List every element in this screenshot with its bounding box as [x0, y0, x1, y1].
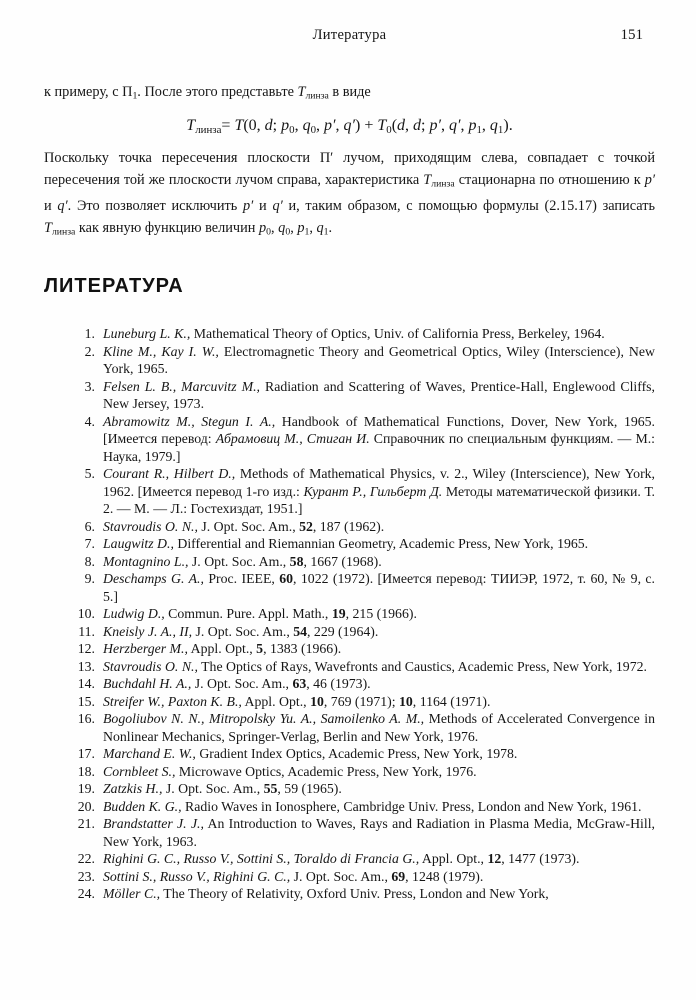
reference-text: Möller C., The Theory of Relativity, Oxford Univ. Press, London and New York,	[103, 886, 549, 902]
reference-item	[44, 763, 655, 781]
reference-number: 10.	[77, 606, 95, 622]
reference-number: 1.	[84, 326, 95, 342]
reference-text: Laugwitz D., Differential and Riemannian Geometry, Academic Press, New York, 1965.	[103, 536, 589, 552]
reference-number: 9.	[84, 571, 95, 587]
reference-text: Cornbleet S., Microwave Optics, Academic Press, New York, 1976.	[103, 763, 477, 779]
reference-item	[44, 535, 655, 553]
reference-text: Buchdahl H. A., J. Opt. Soc. Am., 63, 46 (1973).	[103, 676, 371, 692]
reference-number: 23.	[77, 868, 95, 884]
page-content	[44, 82, 655, 903]
reference-number: 6.	[84, 518, 95, 534]
reference-number: 2.	[84, 343, 95, 359]
reference-text: Montagnino L., J. Opt. Soc. Am., 58, 1667 (1968).	[103, 553, 382, 569]
reference-text: Zatzkis H., J. Opt. Soc. Am., 55, 59 (1965).	[103, 781, 342, 797]
reference-text: Kline M., Kay I. W., Electromagnetic Theory and Geometrical Optics, Wiley (Interscience), New York, 1965.	[103, 343, 655, 377]
bibliography-section-heading: ЛИТЕРАТУРА	[44, 275, 184, 298]
reference-item	[44, 885, 655, 903]
reference-number: 5.	[84, 466, 95, 482]
reference-item	[44, 518, 655, 536]
reference-text: Deschamps G. A., Proc. IEEE, 60, 1022 (1972). [Имеется перевод: ТИИЭР, 1972, т. 60, № 9, с. 5.]	[103, 571, 656, 604]
reference-item	[44, 640, 655, 658]
reference-text: Courant R., Hilbert D., Methods of Mathematical Physics, v. 2., Wiley (Interscience), New York, 1962. [Имеется перевод 1-го изд.: Курант Р., Гильберт Д. Методы математической физики. Т. 2. — М. — Л.: Гостехиздат, 1951.]	[103, 466, 656, 517]
lens-characteristic-equation: $T_{линза}= T(0$, d; $p_0$, $q_0$, p′, $q') + T_0(d$, d; p′, q′, $p_1$, $q_1$).	[186, 116, 513, 136]
running-head: Литература	[312, 27, 387, 43]
reference-item	[44, 325, 655, 343]
reference-number: 12.	[77, 641, 95, 657]
reference-number: 21.	[77, 816, 95, 832]
reference-item	[44, 378, 655, 413]
page-number: 151	[620, 27, 643, 43]
reference-item	[44, 465, 655, 518]
reference-text: Sottini S., Russo V., Righini G. C., J. Opt. Soc. Am., 69, 1248 (1979).	[103, 868, 484, 884]
reference-text: Ludwig D., Commun. Pure. Appl. Math., 19, 215 (1966).	[103, 606, 417, 622]
reference-list	[44, 325, 655, 903]
reference-number: 18.	[77, 763, 95, 779]
reference-number: 24.	[77, 886, 95, 902]
reference-number: 7.	[84, 536, 95, 552]
reference-text: Stavroudis O. N., The Optics of Rays, Wavefronts and Caustics, Academic Press, New York, 1972.	[103, 658, 647, 674]
reference-text: Budden K. G., Radio Waves in Ionosphere, Cambridge Univ. Press, London and New York, 1961.	[103, 798, 642, 814]
reference-text: Righini G. C., Russo V., Sottini S., Toraldo di Francia G., Appl. Opt., 12, 1477 (1973).	[103, 851, 580, 867]
page-header	[44, 27, 655, 47]
reference-item	[44, 745, 655, 763]
reference-number: 13.	[77, 658, 95, 674]
reference-item	[44, 850, 655, 868]
reference-text: Abramowitz M., Stegun I. A., Handbook of Mathematical Functions, Dover, New York, 1965. [Имеется перевод: Абрамовиц М., Стиган И. Справочник по специальным функциям. — М.: Наука, 1979.]	[103, 413, 656, 464]
reference-item	[44, 780, 655, 798]
reference-item	[44, 658, 655, 676]
reference-number: 4.	[84, 413, 95, 429]
reference-item	[44, 343, 655, 378]
reference-item	[44, 693, 655, 711]
reference-number: 14.	[77, 676, 95, 692]
reference-number: 20.	[77, 798, 95, 814]
reference-item	[44, 675, 655, 693]
reference-item	[44, 798, 655, 816]
reference-text: Brandstatter J. J., An Introduction to Waves, Rays and Radiation in Plasma Media, McGraw-Hill, New York, 1963.	[103, 816, 655, 849]
intro-paragraph: Поскольку точка пересечения плоскости П′ лучом, приходящим слева, совпадает с точкой пересечения той же плоскости лучом справа, характеристика $T_{линза}$ стационарна по отношению к p′ и q′. Это позволяет исключить p′ и q′ и, таким образом, с помощью формулы (2.15.17) записать $T_{линза}$ как явную функцию величин $p_0$, $q_0$, $p_1$, $q_1$.	[44, 149, 656, 239]
reference-item	[44, 605, 655, 623]
reference-number: 19.	[77, 781, 95, 797]
reference-text: Bogoliubov N. N., Mitropolsky Yu. A., Samoilenko A. M., Methods of Accelerated Convergence in Nonlinear Mechanics, Springer-Verlag, Berlin and New York, 1976.	[103, 711, 655, 744]
reference-number: 16.	[77, 711, 95, 727]
reference-item	[44, 553, 655, 571]
reference-item	[44, 815, 655, 850]
reference-item	[44, 623, 655, 641]
reference-number: 22.	[77, 851, 95, 867]
reference-text: Kneisly J. A., II, J. Opt. Soc. Am., 54, 229 (1964).	[103, 623, 379, 639]
reference-text: Marchand E. W., Gradient Index Optics, Academic Press, New York, 1978.	[103, 746, 518, 762]
reference-number: 8.	[84, 553, 95, 569]
reference-number: 3.	[84, 378, 95, 394]
reference-text: Streifer W., Paxton K. B., Appl. Opt., 10, 769 (1971); 10, 1164 (1971).	[103, 693, 491, 709]
reference-item	[44, 868, 655, 886]
reference-item	[44, 710, 655, 745]
reference-text: Herzberger M., Appl. Opt., 5, 1383 (1966).	[103, 641, 342, 657]
reference-number: 17.	[77, 746, 95, 762]
reference-number: 11.	[78, 623, 95, 639]
reference-text: Stavroudis O. N., J. Opt. Soc. Am., 52, 187 (1962).	[103, 518, 385, 534]
reference-text: Felsen L. B., Marcuvitz M., Radiation and Scattering of Waves, Prentice-Hall, Englewood Cliffs, New Jersey, 1973.	[103, 378, 655, 412]
intro-lead-text: к примеру, с $П_1$. После этого представьте $T_{линза}$ в виде	[44, 84, 371, 102]
reference-item	[44, 570, 655, 605]
reference-text: Luneburg L. K., Mathematical Theory of Optics, Univ. of California Press, Berkeley, 1964.	[103, 326, 605, 342]
reference-item	[44, 413, 655, 466]
reference-number: 15.	[77, 693, 95, 709]
